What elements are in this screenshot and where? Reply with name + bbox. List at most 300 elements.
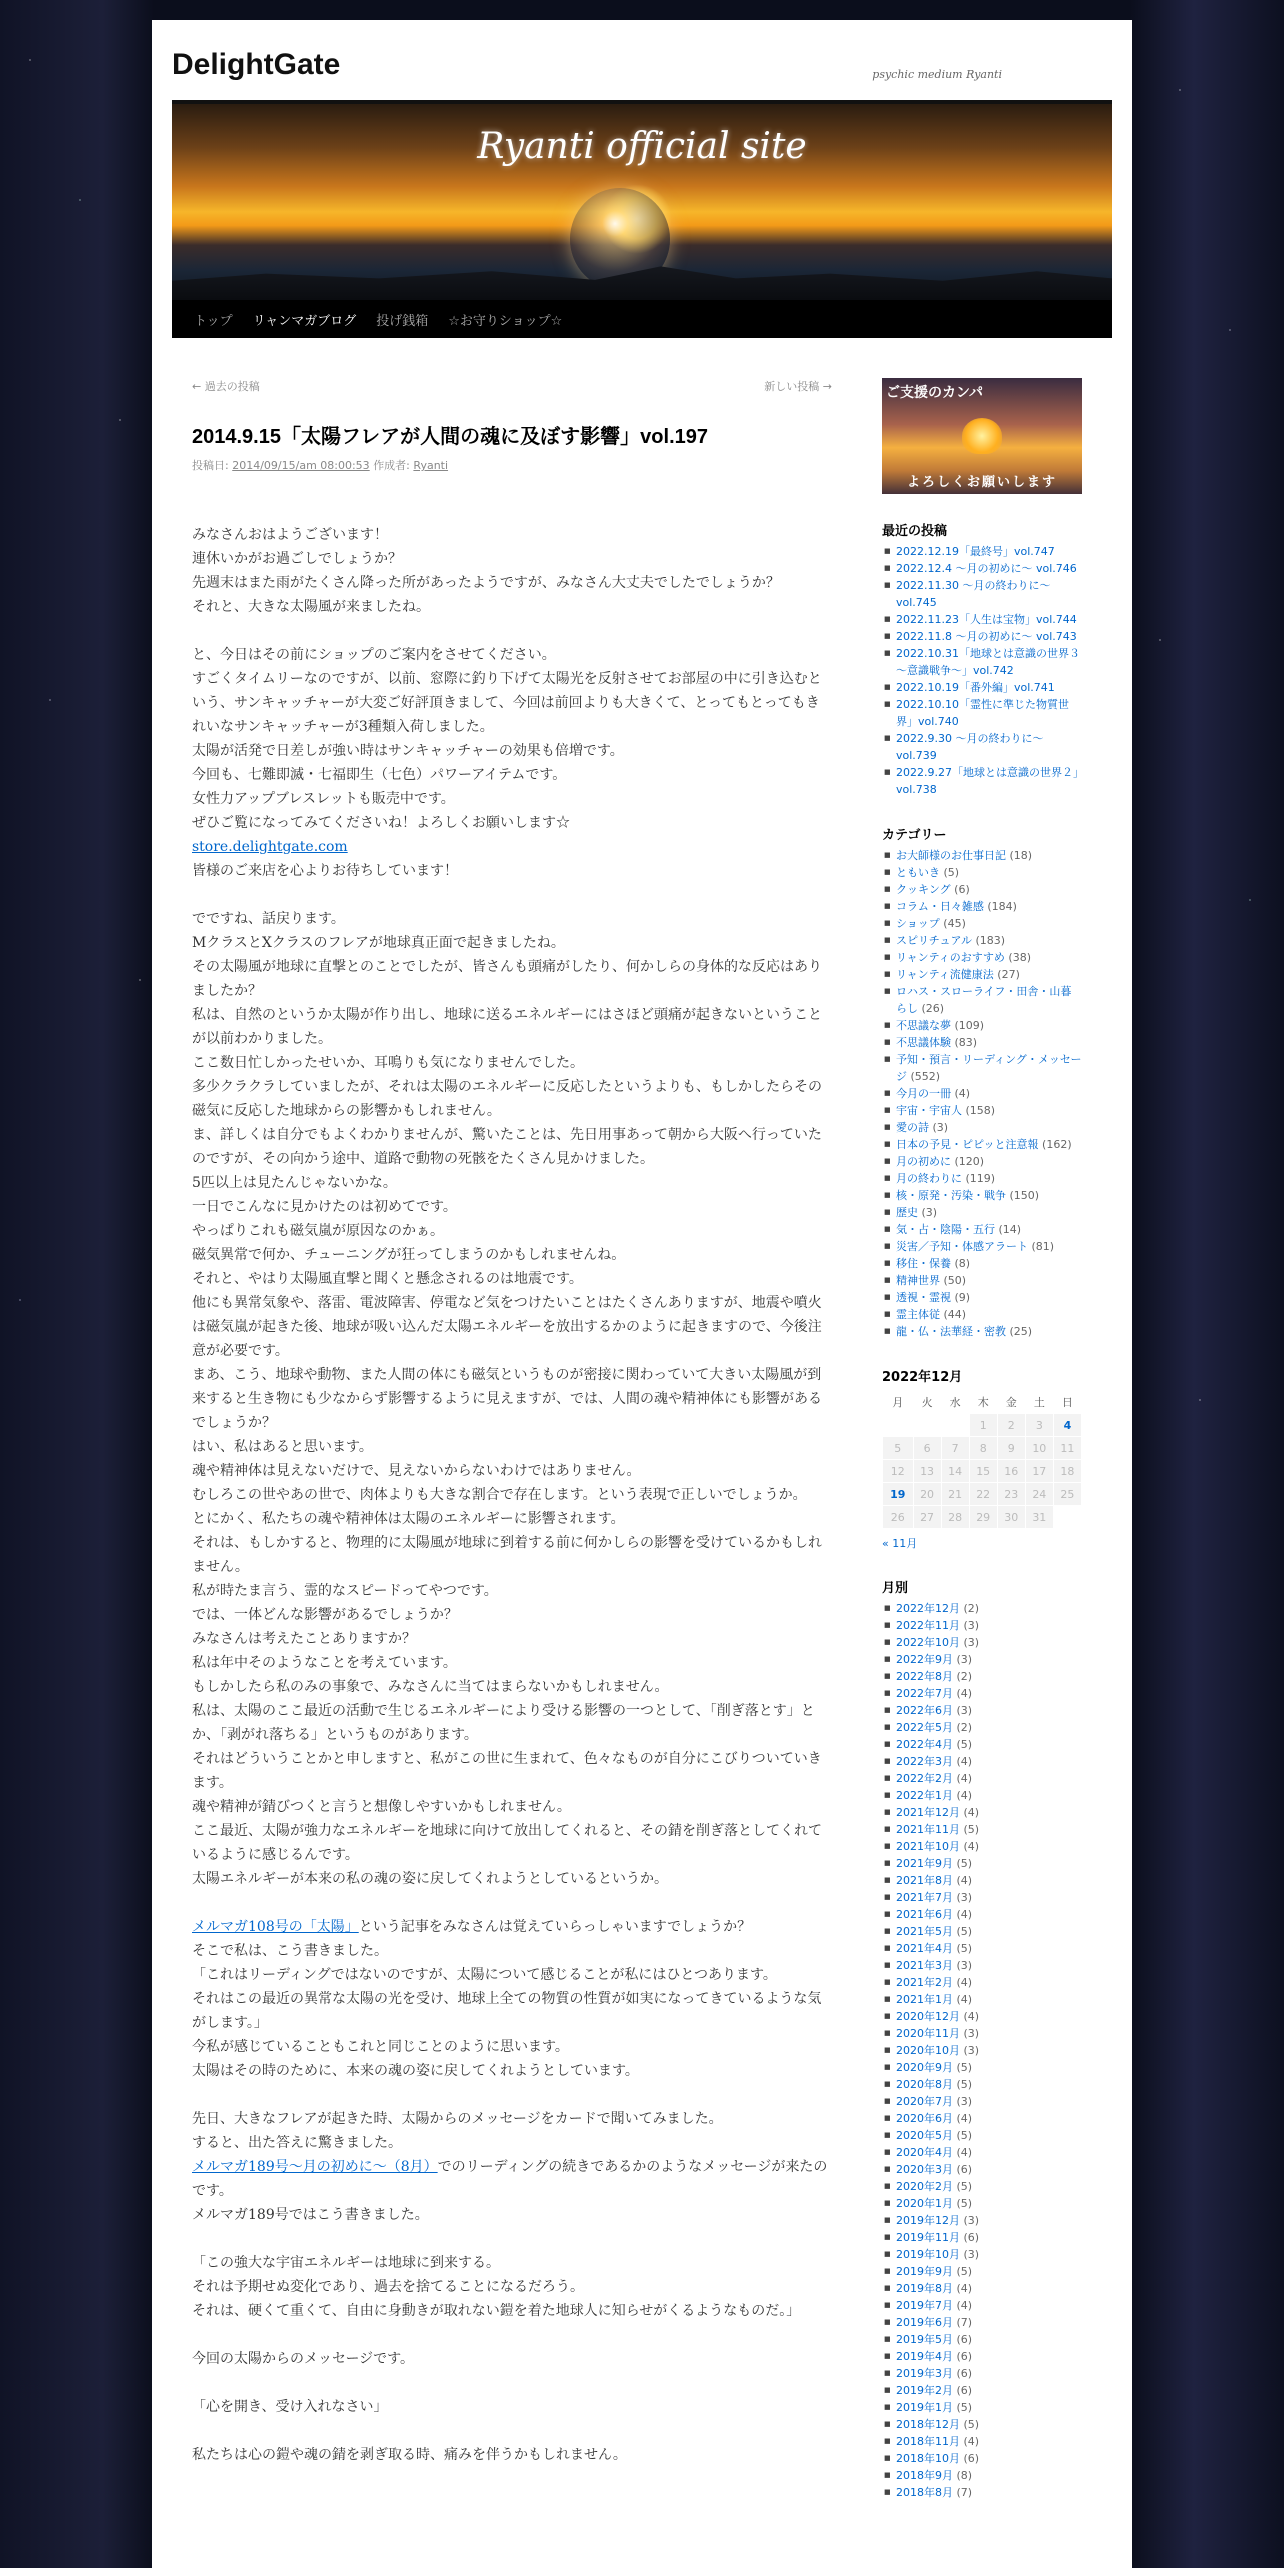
category-link[interactable] [882,1323,1082,1340]
category-link-count: (109) [951,1019,985,1032]
archive-link-name[interactable]: 2020年2月 [896,2180,953,2193]
archive-link-name[interactable]: 2022年2月 [896,1772,953,1785]
post-paragraph [192,2371,832,2395]
calendar-day: 27 [913,1506,941,1529]
archive-link-name[interactable]: 2021年9月 [896,1857,953,1870]
archive-link-name[interactable]: 2020年3月 [896,2163,953,2176]
category-link-name[interactable]: ともいき [896,866,940,879]
category-link-count: (6) [950,883,970,896]
archive-link-name[interactable]: 2022年10月 [896,1636,960,1649]
calendar-day: 25 [1053,1483,1081,1506]
archive-link-count: (3) [960,1636,980,1649]
archive-link[interactable] [882,2416,1082,2433]
meta-author-label: 作成者: [373,459,410,472]
recent-posts-heading: 最近の投稿 [882,524,948,539]
archive-link-count: (4) [953,1874,973,1887]
paragraph-text: という記事をみなさんは覚えていらっしゃいますでしょうか？ [358,1919,752,1935]
calendar-empty-cell [1053,1506,1081,1529]
category-link-name[interactable]: 歴史 [896,1206,918,1219]
category-link-count: (83) [951,1036,978,1049]
category-link-name[interactable]: 宇宙・宇宙人 [896,1104,962,1117]
archive-link-name[interactable]: 2022年9月 [896,1653,953,1666]
archive-link[interactable] [882,2484,1082,2501]
category-link[interactable] [882,1221,1082,1238]
archive-link-count: (4) [953,1993,973,2006]
recent-post-link[interactable]: ■ 2022.11.23「人生は宝物」vol.744 [882,611,1082,628]
calendar-day: 6 [913,1437,941,1460]
category-link-count: (81) [1028,1240,1055,1253]
category-link[interactable] [882,1272,1082,1289]
calendar-day: 20 [913,1483,941,1506]
post-paragraph: 太陽はその時のために、本来の魂の姿に戻してくれようとしています。 [192,2063,639,2079]
category-link[interactable] [882,1255,1082,1272]
store-link[interactable]: store.delightgate.com [192,839,348,855]
category-link-name[interactable]: 愛の詩 [896,1121,929,1134]
post-paragraph: もしかしたら私のみの事象で、みなさんに当てはまらないかもしれません。 [192,1679,669,1695]
mag108-link[interactable]: メルマガ108号の「太陽」 [192,1919,359,1935]
category-link-name[interactable]: クッキング [896,883,951,896]
archive-link[interactable] [882,1855,1082,1872]
post-paragraph: 5匹以上は見たんじゃないかな。 [192,1175,397,1191]
archive-link-count: (6) [953,2384,973,2397]
archive-link[interactable] [882,1787,1082,1804]
archive-link-count: (6) [953,2350,973,2363]
post-paragraph: 他にも異常気象や、落雷、電波障害、停電など気をつけたいことはたくさんありますが、地震や噴火は磁気嵐が起きた後、地球が吸い込んだ太陽エネルギーを放出するかのように起きますので、今後注意が必要です。 [192,1295,822,1359]
category-link-name[interactable]: 日本の予見・ピピッと注意報 [896,1138,1039,1151]
category-link[interactable] [882,1017,1082,1034]
post-paragraph: それは、硬くて重くて、自由に身動きが取れない鎧を着た地球人に知らせがくるようなものだ。」 [192,2303,801,2319]
calendar-day: 30 [997,1506,1025,1529]
category-link[interactable] [882,1153,1082,1170]
calendar-empty-cell [913,1414,941,1437]
category-link-name[interactable]: スピリチュアル [896,934,973,947]
archive-link[interactable] [882,1872,1082,1889]
category-link-name[interactable]: 龍・仏・法華経・密教 [896,1325,1006,1338]
category-link-name[interactable]: 霊主体従 [896,1308,940,1321]
archive-link-name[interactable]: 2022年4月 [896,1738,953,1751]
categories-heading: カテゴリー [882,828,947,843]
archive-link-count: (6) [960,2452,980,2465]
archive-link-name[interactable]: 2022年11月 [896,1619,960,1632]
recent-post-link[interactable]: ■ 2022.10.19「番外編」vol.741 [882,679,1082,696]
archive-link-name[interactable]: 2021年11月 [896,1823,960,1836]
calendar-day[interactable]: 4 [1053,1414,1081,1437]
category-link[interactable] [882,1119,1082,1136]
post-paragraph: 私は年中そのようなことを考えています。 [192,1655,457,1671]
nav-item[interactable]: 投げ銭箱 [376,313,429,329]
archive-link[interactable] [882,1974,1082,1991]
category-link[interactable] [882,1238,1082,1255]
archive-link[interactable] [882,1770,1082,1787]
recent-post-link[interactable]: ■ 2022.12.4 ～月の初めに～ vol.746 [882,560,1082,577]
page-wrapper [152,20,1132,2568]
archive-link[interactable] [882,1719,1082,1736]
recent-post-link[interactable]: ■ 2022.9.27「地球とは意識の世界２」vol.738 [882,764,1082,798]
archive-link[interactable] [882,2161,1082,2178]
category-link-name[interactable]: 核・原発・汚染・戦争 [896,1189,1006,1202]
archive-link[interactable] [882,2314,1082,2331]
archive-link-count: (3) [960,2027,980,2040]
category-link[interactable] [882,1204,1082,1221]
post-paragraph: まあ、こう、地球や動物、また人間の体にも磁気というものが密接に関わっていて大きい太陽風が到来すると生き物にも少なからず影響するように見えますが、では、人間の魂や精神体にも影響があるでしょうか？ [192,1367,822,1431]
archive-link-count: (4) [953,1789,973,1802]
post-paragraph: 太陽が活発で日差しが強い時はサンキャッチャーの効果も倍増です。 [192,743,624,759]
archive-link[interactable] [882,1702,1082,1719]
archive-link-name[interactable]: 2022年5月 [896,1721,953,1734]
calendar-weekday: 日 [1061,1396,1073,1409]
archive-link[interactable] [882,2365,1082,2382]
archive-link-name[interactable]: 2019年1月 [896,2401,953,2414]
calendar-week [883,1460,1082,1483]
archive-link[interactable] [882,2467,1082,2484]
category-link-count: (14) [995,1223,1022,1236]
category-link-name[interactable]: リャンティのおすすめ [896,951,1005,964]
archive-link-name[interactable]: 2019年4月 [896,2350,953,2363]
archive-link-name[interactable]: 2021年12月 [896,1806,960,1819]
archive-link[interactable] [882,2195,1082,2212]
post-paragraph: と、今日はその前にショップのご案内をさせてください。 [192,647,556,663]
post-paragraph: 皆様のご来店を心よりお待ちしています！ [192,863,458,879]
calendar-day: 8 [969,1437,997,1460]
category-link[interactable] [882,1085,1082,1102]
calendar-day: 1 [969,1414,997,1437]
nav-item[interactable]: トップ [194,313,233,329]
category-link-count: (26) [918,1002,945,1015]
post-paragraph: 連休いかがお過ごしでしょうか？ [192,551,402,567]
archive-link-name[interactable]: 2021年6月 [896,1908,953,1921]
archive-link-count: (4) [953,1976,973,1989]
archive-link-count: (3) [953,2095,973,2108]
archive-link[interactable] [882,1617,1082,1634]
archive-link[interactable] [882,1634,1082,1651]
post-paragraph: 一日でこんなに見かけたのは初めてです。 [192,1199,457,1215]
post-body [192,523,832,2467]
category-link[interactable] [882,966,1082,983]
archive-link-count: (5) [953,2061,973,2074]
category-link-name[interactable]: 気・占・陰陽・五行 [896,1223,995,1236]
category-link[interactable] [882,1170,1082,1187]
archive-link-name[interactable]: 2020年9月 [896,2061,953,2074]
category-link-name[interactable]: 今月の一冊 [896,1087,951,1100]
post-content [192,378,832,2501]
archive-link-name[interactable]: 2021年3月 [896,1959,953,1972]
site-title[interactable]: DelightGate [172,48,341,81]
post-paragraph: そこで私は、こう書きました。 [192,1943,388,1959]
category-link-count: (8) [951,1257,971,1270]
nav-item[interactable]: ☆お守りショップ☆ [448,313,563,329]
archive-link[interactable] [882,1957,1082,1974]
archive-link-count: (3) [953,1891,973,1904]
archive-link[interactable] [882,2127,1082,2144]
archive-link[interactable] [882,2110,1082,2127]
nav-item[interactable]: リャンマガブログ [252,313,357,329]
calendar-day[interactable]: 19 [883,1483,914,1506]
category-link-count: (3) [918,1206,938,1219]
archive-link-name[interactable]: 2019年5月 [896,2333,953,2346]
archive-link-count: (3) [960,2214,980,2227]
donation-banner[interactable] [882,378,1082,494]
archive-link[interactable] [882,1651,1082,1668]
category-link[interactable] [882,1289,1082,1306]
archive-link-count: (5) [960,2418,980,2431]
archive-link-name[interactable]: 2022年6月 [896,1704,953,1717]
archive-link-name[interactable]: 2019年7月 [896,2299,953,2312]
calendar-day: 24 [1025,1483,1053,1506]
archive-link-name[interactable]: 2019年3月 [896,2367,953,2380]
recent-post-link[interactable]: ■ 2022.10.10「霊性に準じた物質世界」vol.740 [882,696,1082,730]
archive-link[interactable] [882,1889,1082,1906]
archive-link-name[interactable]: 2021年8月 [896,1874,953,1887]
archive-link[interactable] [882,2246,1082,2263]
category-link-name[interactable]: 不思議な夢 [896,1019,951,1032]
archive-link[interactable] [882,2076,1082,2093]
calendar-weekday: 木 [977,1396,989,1409]
category-link[interactable] [882,983,1082,1017]
archive-link[interactable] [882,2178,1082,2195]
calendar-weekday: 土 [1033,1396,1045,1409]
category-link-count: (38) [1004,951,1031,964]
archive-link-name[interactable]: 2022年8月 [896,1670,953,1683]
archive-link[interactable] [882,2331,1082,2348]
archive-link-name[interactable]: 2022年12月 [896,1602,960,1615]
category-link-name[interactable]: ショップ [896,917,940,930]
recent-post-link[interactable]: ■ 2022.12.19「最終号」vol.747 [882,543,1082,560]
archive-link-count: (4) [953,1908,973,1921]
archive-link-name[interactable]: 2020年1月 [896,2197,953,2210]
main-area [152,338,1132,2501]
archive-link[interactable] [882,2433,1082,2450]
recent-post-link[interactable]: ■ 2022.9.30 ～月の終わりに～ vol.739 [882,730,1082,764]
archive-link-name[interactable]: 2020年5月 [896,2129,953,2142]
category-link-name[interactable]: 予知・預言・リーディング・メッセージ [896,1053,1082,1083]
calendar-day: 13 [913,1460,941,1483]
archive-link-name[interactable]: 2022年7月 [896,1687,953,1700]
archive-link[interactable] [882,1753,1082,1770]
archive-link-name[interactable]: 2021年10月 [896,1840,960,1853]
category-link[interactable] [882,1306,1082,1323]
archive-link-name[interactable]: 2020年6月 [896,2112,953,2125]
post-paragraph: はい、私はあると思います。 [192,1439,373,1455]
archive-link[interactable] [882,2093,1082,2110]
calendar-prev-month-link[interactable]: « 11月 [882,1537,918,1550]
archive-link[interactable] [882,2450,1082,2467]
calendar-day: 7 [941,1437,969,1460]
calendar-day: 14 [941,1460,969,1483]
recent-post-link[interactable]: ■ 2022.11.8 ～月の初めに～ vol.743 [882,628,1082,645]
archive-link[interactable] [882,2297,1082,2314]
archive-link[interactable] [882,2008,1082,2025]
archive-link[interactable] [882,2263,1082,2280]
post-paragraph [192,2323,832,2347]
category-link-count: (9) [951,1291,971,1304]
category-link[interactable] [882,949,1082,966]
category-link-name[interactable]: 透視・霊視 [896,1291,951,1304]
category-link[interactable] [882,932,1082,949]
category-link[interactable] [882,1051,1082,1085]
archive-link-name[interactable]: 2019年2月 [896,2384,953,2397]
post-paragraph: むしろこの世やあの世で、肉体よりも大きな割合で存在します。という表現で正しいでしょうか。 [192,1487,807,1503]
next-post-link[interactable]: 新しい投稿 → [764,380,832,393]
category-link-name[interactable]: 月の終わりに [896,1172,962,1185]
archive-link[interactable] [882,2025,1082,2042]
category-link-name[interactable]: 移住・保養 [896,1257,951,1270]
post-title: 2014.9.15「太陽フレアが人間の魂に及ぼす影響」vol.197 [192,426,708,448]
category-link[interactable] [882,915,1082,932]
archive-link-count: (4) [953,1687,973,1700]
category-link[interactable] [882,1136,1082,1153]
post-date-link[interactable]: 2014/09/15/am 08:00:53 [232,459,370,472]
post-author-link[interactable]: Ryanti [413,459,449,472]
category-link[interactable] [882,1102,1082,1119]
archive-link[interactable] [882,1668,1082,1685]
header-banner-image [172,100,1112,300]
post-paragraph: ここ数日忙しかったせいか、耳鳴りも気になりませんでした。 [192,1055,584,1071]
archive-link-name[interactable]: 2019年9月 [896,2265,953,2278]
category-link[interactable] [882,881,1082,898]
recent-post-link[interactable]: ■ 2022.11.30 ～月の終わりに～ vol.745 [882,577,1082,611]
archive-link-name[interactable]: 2019年6月 [896,2316,953,2329]
post-paragraph [192,2227,832,2251]
category-link-name[interactable]: コラム・日々雑感 [896,900,984,913]
heart-hands-graphic [962,418,1002,454]
archive-link[interactable] [882,2280,1082,2297]
archives-heading: 月別 [882,1581,909,1596]
archive-link-name[interactable]: 2018年10月 [896,2452,960,2465]
archive-link-name[interactable]: 2019年12月 [896,2214,960,2227]
archive-link[interactable] [882,2399,1082,2416]
calendar-day: 3 [1025,1414,1053,1437]
archive-link[interactable] [882,1600,1082,1617]
archive-link-count: (4) [953,1755,973,1768]
archive-link-name[interactable]: 2018年12月 [896,2418,960,2431]
archive-link-count: (3) [960,2044,980,2057]
category-link-count: (119) [962,1172,996,1185]
archive-link-name[interactable]: 2021年2月 [896,1976,953,1989]
archive-link[interactable] [882,2348,1082,2365]
archive-link[interactable] [882,1923,1082,1940]
archive-link-count: (7) [953,2316,973,2329]
mag189-link[interactable]: メルマガ189号〜月の初めに〜（8月） [192,2159,438,2175]
category-link-name[interactable]: 不思議体験 [896,1036,951,1049]
prev-post-link[interactable]: ← 過去の投稿 [192,380,260,393]
archive-link-name[interactable]: 2020年10月 [896,2044,960,2057]
archive-link-name[interactable]: 2021年4月 [896,1942,953,1955]
archive-link[interactable] [882,2212,1082,2229]
archive-link[interactable] [882,1906,1082,1923]
archive-link[interactable] [882,1821,1082,1838]
archive-link-count: (5) [953,2401,973,2414]
category-link-name[interactable]: 月の初めに [896,1155,951,1168]
category-link-count: (25) [1006,1325,1033,1338]
archive-link[interactable] [882,1804,1082,1821]
category-link-name[interactable]: ロハス・スローライフ・田舎・山暮らし [896,985,1072,1015]
archive-link-name[interactable]: 2019年10月 [896,2248,960,2261]
archive-link[interactable] [882,2059,1082,2076]
archive-link-count: (5) [953,2265,973,2278]
archive-link-name[interactable]: 2020年4月 [896,2146,953,2159]
archive-link-name[interactable]: 2020年12月 [896,2010,960,2023]
archive-link[interactable] [882,1838,1082,1855]
category-link-name[interactable]: リャンティ流健康法 [896,968,994,981]
archive-link[interactable] [882,1940,1082,1957]
calendar-day: 28 [941,1506,969,1529]
archive-link-count: (6) [953,2367,973,2380]
post-paragraph: 先日、大きなフレアが起きた時、太陽からのメッセージをカードで聞いてみました。 [192,2111,723,2127]
archive-link-name[interactable]: 2020年11月 [896,2027,960,2040]
category-link-count: (3) [929,1121,949,1134]
category-link[interactable] [882,1187,1082,1204]
post-paragraph [192,883,832,907]
archive-link[interactable] [882,2382,1082,2399]
calendar-day: 21 [941,1483,969,1506]
post-paragraph: すると、出た答えに驚きました。 [192,2135,402,2151]
archive-link-name[interactable]: 2021年1月 [896,1993,953,2006]
archive-link-name[interactable]: 2021年7月 [896,1891,953,1904]
archive-link[interactable] [882,2144,1082,2161]
post-paragraph: その太陽風が地球に直撃とのことでしたが、皆さんも頭痛がしたり、何かしらの身体的な反応はありましたか？ [192,959,822,999]
category-link-name[interactable]: 災害／予知・体感アラート [896,1240,1028,1253]
archive-link-name[interactable]: 2022年1月 [896,1789,953,1802]
recent-post-link[interactable]: ■ 2022.10.31「地球とは意識の世界３～意識戦争～」vol.742 [882,645,1082,679]
archive-link-count: (5) [953,2197,973,2210]
archive-link-name[interactable]: 2021年5月 [896,1925,953,1938]
calendar-day: 5 [883,1437,914,1460]
post-paragraph: 私が時たま言う、霊的なスピードってやつです。 [192,1583,498,1599]
category-link[interactable] [882,898,1082,915]
archive-link-name[interactable]: 2020年7月 [896,2095,953,2108]
category-link[interactable] [882,864,1082,881]
sidebar [882,378,1082,2501]
post-paragraph: やっぱりこれも磁気嵐が原因なのかぁ。 [192,1223,444,1239]
post-paragraph: 女性力アップブレスレットも販売中です。 [192,791,455,807]
archive-link[interactable] [882,2042,1082,2059]
archive-link-name[interactable]: 2019年8月 [896,2282,953,2295]
category-link[interactable] [882,847,1082,864]
archive-link-name[interactable]: 2019年11月 [896,2231,960,2244]
post-paragraph [192,2083,832,2107]
archive-link-count: (6) [953,2163,973,2176]
category-link-count: (120) [951,1155,985,1168]
archive-link-name[interactable]: 2022年3月 [896,1755,953,1768]
archive-link[interactable] [882,1736,1082,1753]
category-link-name[interactable]: お大師様のお仕事日記 [896,849,1006,862]
archive-link-count: (3) [953,1959,973,1972]
calendar-weekday: 月 [892,1396,904,1409]
category-link-count: (27) [993,968,1020,981]
calendar-week [883,1437,1082,1460]
post-paragraph: 私は、太陽のここ最近の活動で生じるエネルギーにより受ける影響の一つとして、「削ぎ落とす」とか、「剥がれ落ちる」というものがあります。 [192,1703,815,1743]
category-link[interactable] [882,1034,1082,1051]
archive-link-name[interactable]: 2018年11月 [896,2435,960,2448]
archive-link-count: (4) [953,2299,973,2312]
archive-link-name[interactable]: 2018年8月 [896,2486,953,2499]
archive-link[interactable] [882,1685,1082,1702]
post-paragraph: それは予期せぬ変化であり、過去を捨てることになるだろう。 [192,2279,584,2295]
archive-link[interactable] [882,1991,1082,2008]
archive-link-count: (5) [953,1942,973,1955]
category-link-name[interactable]: 精神世界 [896,1274,940,1287]
archive-link-count: (4) [960,1840,980,1853]
post-paragraph: 今回も、七難即滅・七福即生（七色）パワーアイテムです。 [192,767,567,783]
calendar-week [883,1414,1082,1437]
archive-link-name[interactable]: 2018年9月 [896,2469,953,2482]
post-paragraph: ま、詳しくは自分でもよくわかりませんが、驚いたことは、先日用事あって朝から大阪へ行っていたのですが、その向かう途中、道路で動物の死骸をたくさん見かけました。 [192,1127,822,1167]
archive-link[interactable] [882,2229,1082,2246]
archive-link-count: (5) [953,1857,973,1870]
calendar-empty-cell [941,1414,969,1437]
archive-link-name[interactable]: 2020年8月 [896,2078,953,2091]
post-paragraph: 「この強大な宇宙エネルギーは地球に到来する。 [192,2255,500,2271]
